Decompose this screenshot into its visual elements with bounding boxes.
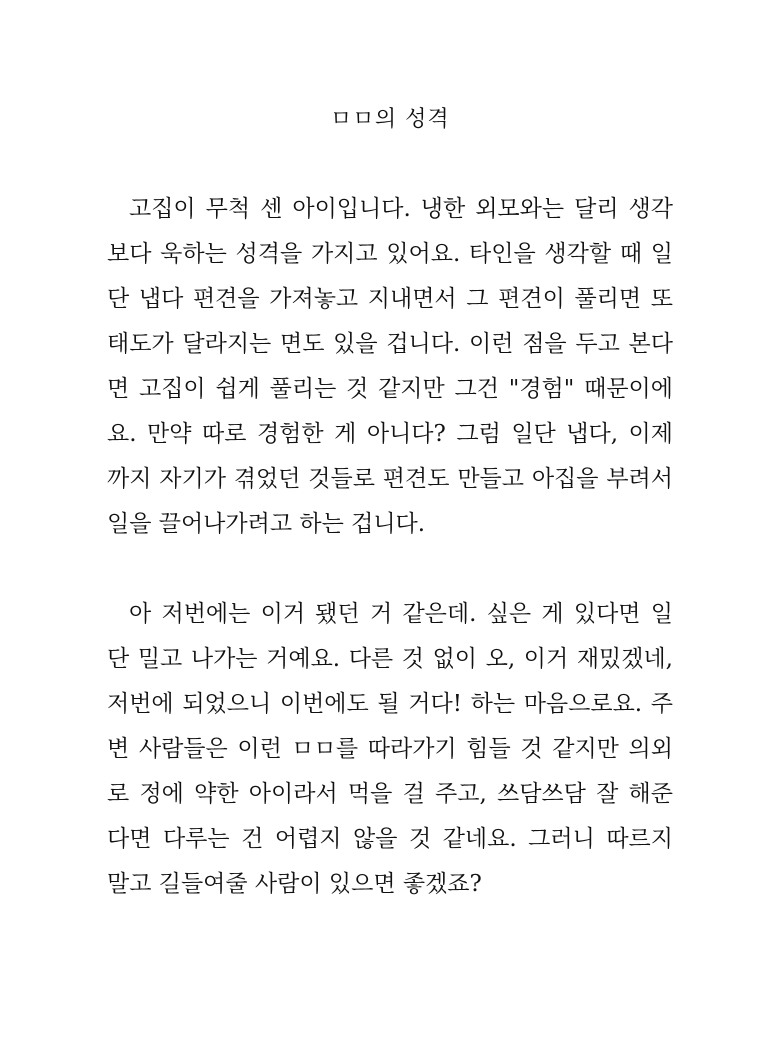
text-line: 일을 끌어나가려고 하는 겁니다. (107, 511, 426, 537)
text-line: 아 저번에는 이거 됐던 거 같은데. 싶은 게 있다면 일 (129, 601, 673, 627)
text-line: 보다 욱하는 성격을 가지고 있어요. 타인을 생각할 때 일 (107, 241, 673, 267)
text-line: 말고 길들여줄 사람이 있으면 좋겠죠? (107, 871, 482, 897)
text-line: 태도가 달라지는 면도 있을 겁니다. 이런 점을 두고 본다 (107, 331, 673, 357)
text-line: 요. 만약 따로 경험한 게 아니다? 그럼 일단 냅다, 이제 (107, 421, 673, 447)
text-line: 저번에 되었으니 이번에도 될 거다! 하는 마음으로요. 주 (107, 691, 673, 717)
text-line: 고집이 무척 센 아이입니다. 냉한 외모와는 달리 생각 (129, 196, 673, 222)
text-line: 면 고집이 쉽게 풀리는 것 같지만 그건 "경험" 때문이에 (107, 376, 673, 402)
paragraph-1 (107, 187, 673, 547)
document-title: ㅁㅁ의 성격 (330, 107, 450, 132)
text-line: 다면 다루는 건 어렵지 않을 것 같네요. 그러니 따르지 (107, 826, 673, 852)
text-line: 변 사람들은 이런 ㅁㅁ를 따라가기 힘들 것 같지만 의외 (107, 736, 673, 762)
text-line: 단 냅다 편견을 가져놓고 지내면서 그 편견이 풀리면 또 (107, 286, 673, 312)
paragraph-2 (107, 592, 673, 907)
text-line: 단 밀고 나가는 거예요. 다른 것 없이 오, 이거 재밌겠네, (107, 646, 673, 672)
text-line: 로 정에 약한 아이라서 먹을 걸 주고, 쓰담쓰담 잘 해준 (107, 781, 673, 807)
text-line: 까지 자기가 겪었던 것들로 편견도 만들고 아집을 부려서 (107, 466, 673, 492)
